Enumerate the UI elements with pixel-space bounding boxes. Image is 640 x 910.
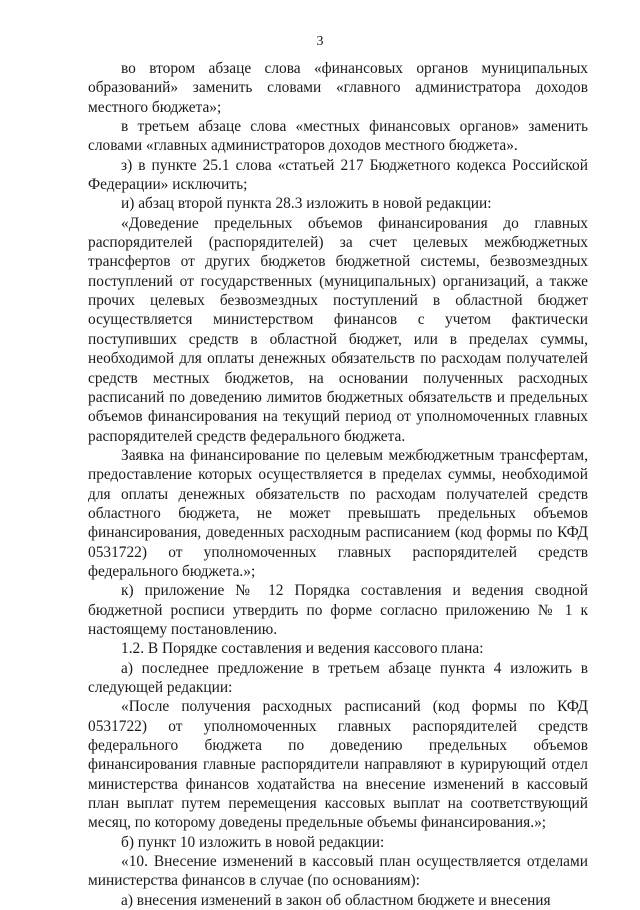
paragraph-10: «После получения расходных расписаний (код формы по КФД 0531722) от уполномоченных главных распорядителей средств федерального бюджета по доведению предельных объемов финансирования главные распорядители направляют в курирующий отдел министерства финансов ходатайства на внесение изменений в кассовый план выплат путем перемещения кассовых выплат на соответствующий месяц, по которому доведены предельные объемы финансирования.»; xyxy=(88,698,588,832)
paragraph-13: а) внесения изменений в закон об областном бюджете и внесения xyxy=(121,891,551,909)
paragraph-9: а) последнее предложение в третьем абзаце пункта 4 изложить в следующей редакции: xyxy=(88,659,588,696)
paragraph-12: «10. Внесение изменений в кассовый план осуществляется отделами министерства финансов в случае (по основаниям): xyxy=(88,853,588,890)
paragraph-8: 1.2. В Порядке составления и ведения кассового плана: xyxy=(121,640,484,658)
paragraph-4: и) абзац второй пункта 28.3 изложить в новой редакции: xyxy=(121,195,492,213)
document-body xyxy=(88,59,588,910)
paragraph-5: «Доведение предельных объемов финансирования до главных распорядителей (распорядителей) за счет целевых межбюджетных трансфертов от других бюджетов бюджетной системы, безвозмездных поступлений от государственных (муниципальных) организаций, а также прочих целевых безвозмездных поступлений в областной бюджет осуществляется министерством финансов с учетом фактически поступивших средств в областной бюджет, или в пределах суммы, необходимой для оплаты денежных обязательств по расходам получателей средств местных бюджетов, на основании полученных расходных расписаний по доведению лимитов бюджетных обязательств и предельных объемов финансирования на текущий период от уполномоченных главных распорядителей средств федерального бюджета. xyxy=(88,214,588,445)
page-number: 3 xyxy=(316,34,324,49)
paragraph-2: в третьем абзаце слова «местных финансовых органов» заменить словами «главных администраторов доходов местного бюджета». xyxy=(88,118,588,155)
paragraph-1: во втором абзаце слова «финансовых органов муниципальных образований» заменить словами «главного администратора доходов местного бюджета»; xyxy=(88,60,588,116)
paragraph-11: б) пункт 10 изложить в новой редакции: xyxy=(121,833,385,851)
paragraph-6: Заявка на финансирование по целевым межбюджетным трансфертам, предоставление которых осуществляется в пределах суммы, необходимой для оплаты денежных обязательств по расходам получателей средств областного бюджета, не может превышать предельных объемов финансирования, доведенных расходным расписанием (код формы по КФД 0531722) от уполномоченных главных распорядителей средств федерального бюджета.»; xyxy=(88,446,588,580)
paragraph-3: з) в пункте 25.1 слова «статьей 217 Бюджетного кодекса Российской Федерации» исключить; xyxy=(88,156,588,194)
paragraph-7: к) приложение № 12 Порядка составления и ведения сводной бюджетной росписи утвердить по форме согласно приложению № 1 к настоящему постановлению. xyxy=(88,582,588,638)
